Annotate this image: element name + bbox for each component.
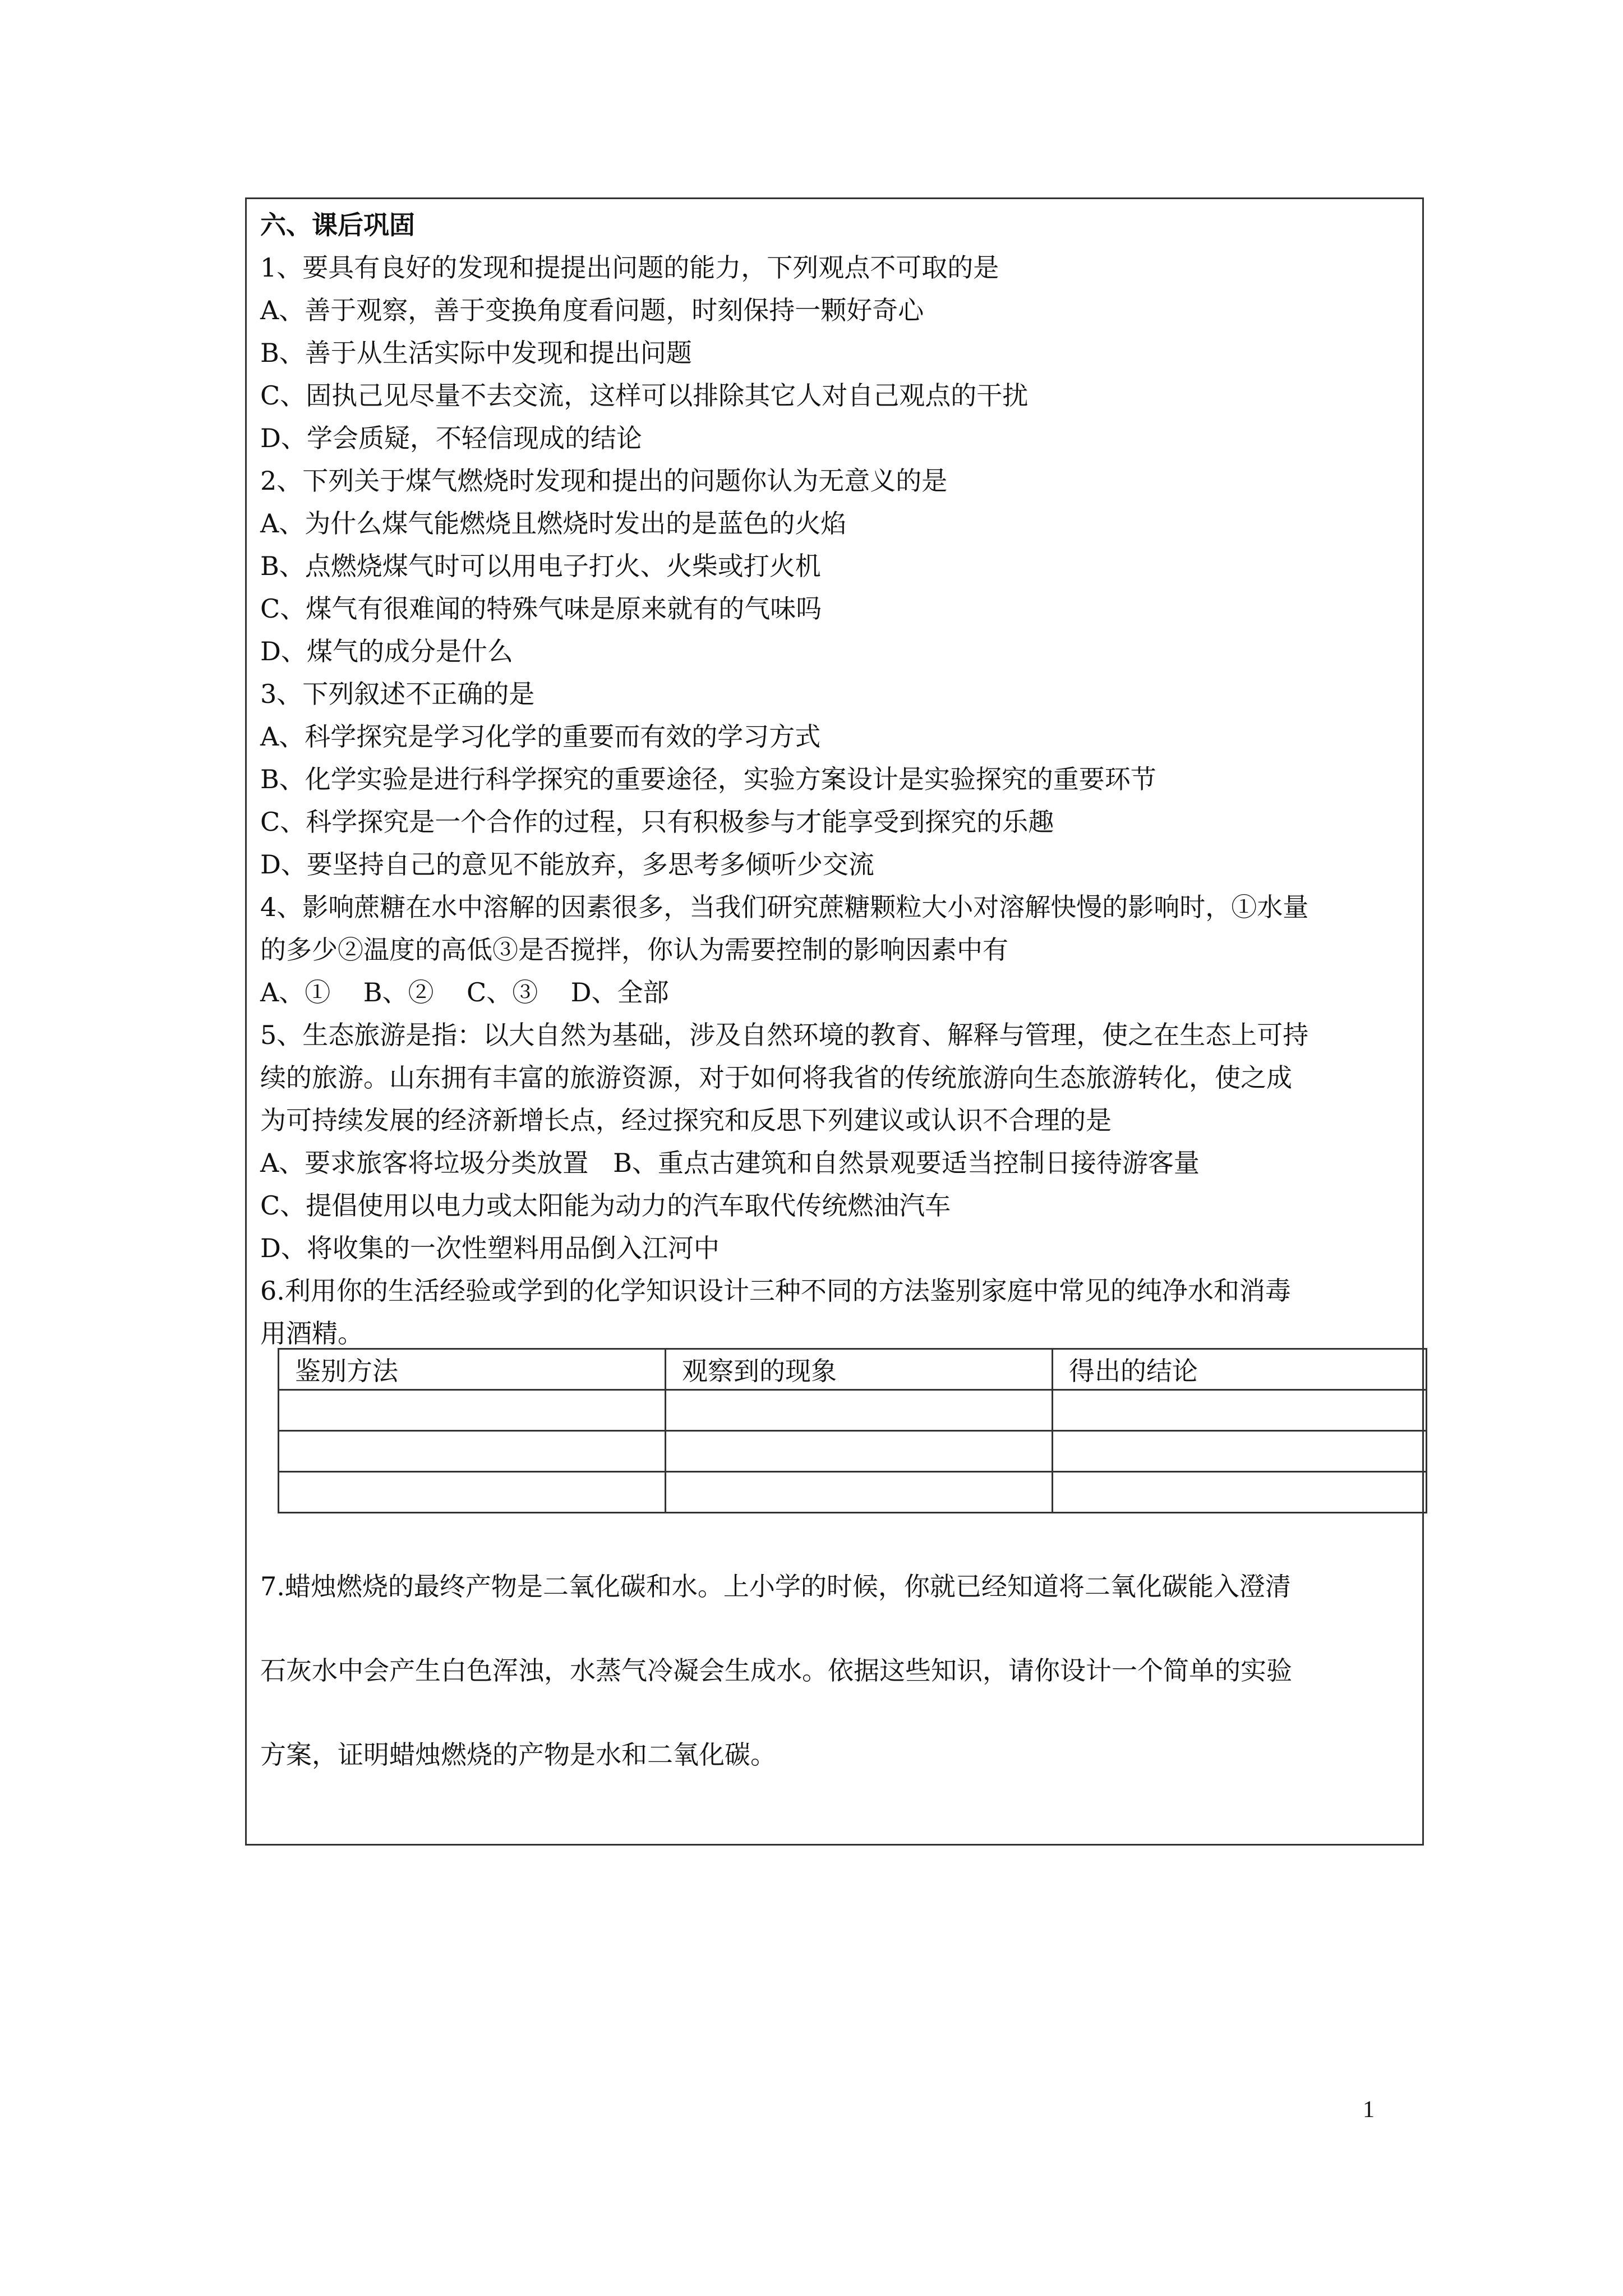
table-cell[interactable] (1053, 1472, 1427, 1513)
question-line: 3、下列叙述不正确的是 (260, 679, 535, 709)
question-line: 用酒精。 (260, 1318, 363, 1349)
table-cell[interactable] (1053, 1431, 1427, 1472)
table-row (279, 1431, 1427, 1472)
question-line: 6.利用你的生活经验或学到的化学知识设计三种不同的方法鉴别家庭中常见的纯净水和消毒 (260, 1276, 1291, 1306)
table-cell[interactable] (279, 1472, 666, 1513)
table-header-cell: 鉴别方法 (279, 1349, 666, 1390)
question-7-line: 方案，证明蜡烛燃烧的产物是水和二氧化碳。 (260, 1740, 776, 1770)
question-line: 4、影响蔗糖在水中溶解的因素很多，当我们研究蔗糖颗粒大小对溶解快慢的影响时，①水量 (260, 892, 1309, 922)
table-cell[interactable] (666, 1472, 1053, 1513)
table-cell[interactable] (1053, 1390, 1427, 1431)
page-number: 1 (1363, 2097, 1375, 2123)
question-line: B、点燃烧煤气时可以用电子打火、火柴或打火机 (260, 551, 821, 581)
table-cell[interactable] (666, 1390, 1053, 1431)
question-line: D、将收集的一次性塑料用品倒入江河中 (260, 1233, 720, 1263)
content-frame (245, 197, 1424, 1846)
identification-table (278, 1348, 1427, 1513)
section-title: 六、课后巩固 (260, 210, 415, 240)
questions-lines (260, 246, 1410, 1355)
question-line: 5、生态旅游是指：以大自然为基础，涉及自然环境的教育、解释与管理，使之在生态上可持 (260, 1020, 1309, 1050)
question-line: 为可持续发展的经济新增长点，经过探究和反思下列建议或认识不合理的是 (260, 1105, 1112, 1135)
table-cell[interactable] (666, 1431, 1053, 1472)
table-header-cell: 观察到的现象 (666, 1349, 1053, 1390)
question-line: C、固执己见尽量不去交流，这样可以排除其它人对自己观点的干扰 (260, 380, 1029, 411)
question-7-line: 石灰水中会产生白色浑浊，水蒸气冷凝会生成水。依据这些知识，请你设计一个简单的实验 (260, 1655, 1292, 1686)
question-line: C、煤气有很难闻的特殊气味是原来就有的气味吗 (260, 593, 822, 624)
question-line: A、① B、② C、③ D、全部 (260, 977, 669, 1007)
question-7-block (260, 1544, 1415, 1797)
question-line: D、煤气的成分是什么 (260, 636, 513, 666)
table-header-row (279, 1349, 1427, 1390)
question-line: 2、下列关于煤气燃烧时发现和提出的问题你认为无意义的是 (260, 466, 948, 496)
question-line: C、科学探究是一个合作的过程，只有积极参与才能享受到探究的乐趣 (260, 807, 1054, 837)
table-cell[interactable] (279, 1390, 666, 1431)
table-cell[interactable] (279, 1431, 666, 1472)
question-line: A、善于观察，善于变换角度看问题，时刻保持一颗好奇心 (260, 295, 924, 325)
question-line: B、善于从生活实际中发现和提出问题 (260, 338, 692, 368)
question-line: D、学会质疑，不轻信现成的结论 (260, 423, 642, 453)
question-line: C、提倡使用以电力或太阳能为动力的汽车取代传统燃油汽车 (260, 1190, 951, 1221)
question-line: 1、要具有良好的发现和提提出问题的能力，下列观点不可取的是 (260, 252, 999, 283)
question-line: 的多少②温度的高低③是否搅拌，你认为需要控制的影响因素中有 (260, 935, 1008, 965)
table-row (279, 1390, 1427, 1431)
table-row (279, 1472, 1427, 1513)
question-line: D、要坚持自己的意见不能放弃，多思考多倾听少交流 (260, 849, 874, 880)
question-line: A、科学探究是学习化学的重要而有效的学习方式 (260, 721, 821, 752)
question-line: A、为什么煤气能燃烧且燃烧时发出的是蓝色的火焰 (260, 508, 847, 539)
questions-block (260, 204, 1410, 1355)
question-line: B、化学实验是进行科学探究的重要途径，实验方案设计是实验探究的重要环节 (260, 764, 1156, 794)
question-line: A、要求旅客将垃圾分类放置 B、重点古建筑和自然景观要适当控制日接待游客量 (260, 1148, 1200, 1178)
question-line: 续的旅游。山东拥有丰富的旅游资源，对于如何将我省的传统旅游向生态旅游转化，使之成 (260, 1062, 1292, 1093)
question-7-line: 7.蜡烛燃烧的最终产物是二氧化碳和水。上小学的时候，你就已经知道将二氧化碳能入澄清 (260, 1571, 1291, 1602)
table-header-cell: 得出的结论 (1053, 1349, 1427, 1390)
